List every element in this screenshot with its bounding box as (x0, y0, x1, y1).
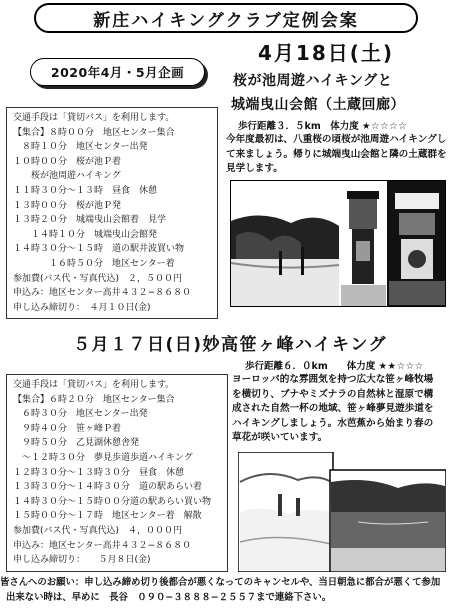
schedule-row: 桜が池周遊ハイキング (13, 171, 121, 182)
festival-photo (387, 181, 446, 307)
event1-description (226, 133, 448, 177)
event2-desc-line: ハイキングしましょう。水芭蕉から始まり春の (232, 417, 434, 429)
event2-photo-frame (238, 452, 446, 572)
schedule-row: 参加費(バス代・写真代込) ４，０００円 (13, 525, 183, 536)
schedule-row: 交通手段は「貸切バス」を利用します。 (13, 113, 175, 123)
period-badge: 2020年4月・5月企画 (30, 58, 205, 86)
event1-photo-frame (230, 180, 446, 307)
event2-description (232, 373, 450, 446)
schedule-row: １５時００分〜１７時 地区センター着 解散 (13, 511, 202, 522)
event1-title-line1: 桜が池周遊ハイキングと (233, 73, 393, 89)
event2-schedule-box (6, 374, 228, 572)
snow-meadow-photo (238, 452, 333, 572)
event2-desc-line: を横切り、ブナやミズナラの自然林と湿原で構 (232, 388, 434, 400)
event2-photos (238, 452, 446, 572)
event2-title: ５月１７日(日)妙高笹ヶ峰ハイキング (73, 335, 388, 355)
schedule-row: １０時００分 桜が池Ｐ着 (13, 156, 122, 167)
event2-desc-line: ヨーロッパ的な雰囲気を持つ広大な笹ヶ峰牧場 (232, 374, 434, 385)
schedule-row: 申し込み締切り： ５月８日(金) (13, 555, 151, 566)
schedule-row: 【集合】６時２０分 地区センター集合 (13, 394, 175, 405)
schedule-row: 交通手段は「貸切バス」を利用します。 (13, 380, 175, 390)
schedule-row: ９時４０分 笹ヶ峰Ｐ着 (13, 423, 122, 434)
schedule-row: １３時３０分〜１４時３０分 道の駅あらい着 (13, 482, 203, 493)
event1-schedule-box (6, 107, 218, 319)
schedule-row: 参加費(バス代・写真代込) ２，５００円 (13, 273, 183, 284)
event1-distance: 歩行距離３．５km 体力度 (238, 121, 359, 132)
schedule-row: 申し込み締切り： ４月１０日(金) (13, 302, 151, 313)
event2-desc-line: 草花が咲いています。 (232, 432, 328, 443)
schedule-row: １２時３０分〜１３時３０分 昼食 休憩 (13, 467, 185, 478)
schedule-row: ８時１０分 地区センター出発 (13, 142, 148, 153)
document-title: 新庄ハイキングクラブ定例会案 (34, 3, 418, 33)
schedule-row: 〜１２時３０分 夢見歩道歩道ハイキング (13, 452, 193, 463)
schedule-row: １１時３０分〜１３時 昼食 休憩 (13, 185, 158, 196)
event1-photos (231, 181, 446, 307)
schedule-row: ６時３０分 地区センター出発 (13, 409, 148, 420)
event1-title-line2: 城端曳山会館（土蔵回廊） (231, 97, 405, 113)
schedule-row: １４時３０分〜１５時 道の駅井波買い物 (13, 244, 185, 255)
schedule-row: １３時００分 桜が池Ｐ発 (13, 200, 122, 211)
event1-desc-line: 今年度最初は、八重桜の頃桜が池周遊ハイキングし (226, 134, 447, 145)
event2-distance: 歩行距離６．０km 体力度 (245, 361, 376, 372)
schedule-row: １３時２０分 城端曳山会館着 見学 (13, 215, 167, 226)
event1-meta (238, 118, 407, 132)
lake-photo (330, 470, 446, 572)
cherry-lake-photo (231, 181, 341, 307)
schedule-row: 申込み：地区センター高井４３２−８６８０ (13, 540, 192, 551)
event2-meta (245, 358, 424, 372)
schedule-row: ９時５０分 乙見湖休憩舎発 (13, 438, 140, 449)
event2-desc-line: 成された自然一杯の地域、笹ヶ峰夢見遊歩道を (232, 403, 434, 414)
event2-difficulty-stars: ★★☆☆☆ (378, 361, 424, 372)
event1-desc-line: 見学します。 (226, 163, 283, 174)
schedule-row: 【集合】８時００分 地区センター集合 (13, 127, 175, 138)
event1-desc-line: て来ましょう。帰りに城端曳山会館と隣の土蔵群を (226, 148, 447, 160)
footer-line: 皆さんへのお願い：申し込み締め切り後都合が悪くなってのキャンセルや、当日朝急に都合が悪くて参加 (0, 577, 441, 588)
schedule-row: １４時３０分〜１５時００分道の駅あらい買い物 (13, 496, 212, 507)
footer-line: 出来ない時は、早めに 長谷 ０９０−３８８８−２５５７まで連絡下さい。 (6, 592, 332, 603)
schedule-row: １６時５０分 地区センター着 (13, 258, 175, 269)
event1-date: 4月18日(土) (258, 41, 395, 65)
footer-notice (0, 575, 450, 605)
event1-difficulty-stars: ★☆☆☆☆ (362, 121, 408, 132)
float-photo (341, 181, 386, 307)
schedule-row: 申込み：地区センター高井４３２−８６８０ (13, 288, 192, 299)
schedule-row: １４時１０分 城端曳山会館発 (13, 229, 158, 240)
